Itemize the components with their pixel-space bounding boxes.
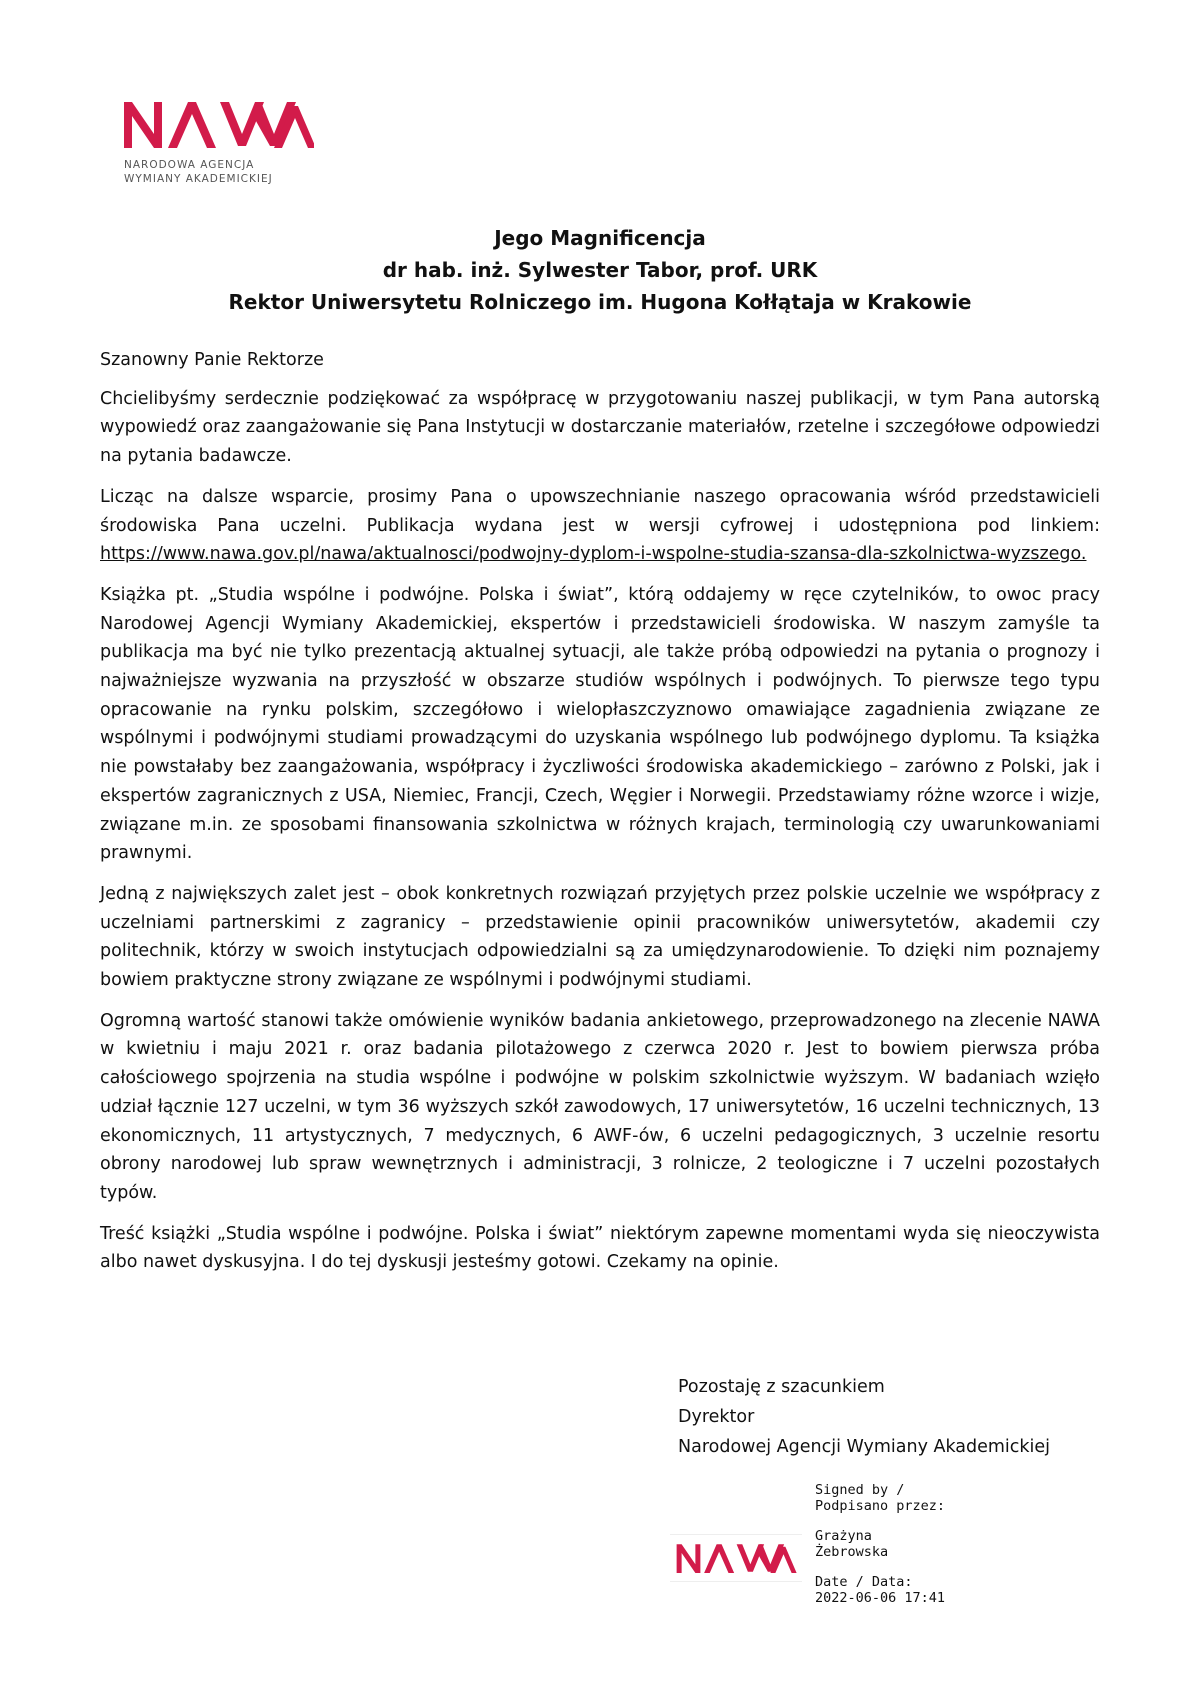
- salutation: Szanowny Panie Rektorze: [100, 350, 324, 370]
- closing-organization: Narodowej Agencji Wymiany Akademickiej: [678, 1437, 1051, 1457]
- org-name-line2: WYMIANY AKADEMICKIEJ: [124, 173, 273, 185]
- publication-link[interactable]: https://www.nawa.gov.pl/nawa/aktualnosci/podwojny-dyplom-i-wspolne-studia-szansa-dla-szkolnictwa-wyzszego.: [100, 544, 1087, 565]
- paragraph-1: Chcielibyśmy serdecznie podziękować za współpracę w przygotowaniu naszej publikacji, w tym Pana autorską wypowiedź oraz zaangażowanie się Pana Instytucji w dostarczanie materiałów, rzetelne i szczegółowe odpowiedzi na pytania badawcze.: [100, 388, 1100, 467]
- paragraph-5: Ogromną wartość stanowi także omówienie wyników badania ankietowego, przeprowadzonego na zlecenie NAWA w kwietniu i maju 2021 r. oraz badania pilotażowego z czerwca 2020 r. Jest to bowiem pierwsza próba całościowego spojrzenia na studia wspólne i podwójne w polskim szkolnictwie wyższym. W badaniach wzięło udział łącznie 127 uczelni, w tym 36 wyższych szkół zawodowych, 17 uniwersytetów, 16 uczelni technicznych, 13 ekonomicznych, 11 artystycznych, 7 medycznych, 6 AWF-ów, 6 uczelni pedagogicznych, 3 uczelnie resortu obrony narodowej lub spraw wewnętrznych i administracji, 3 rolnicze, 2 teologiczne i 7 uczelni pozostałych typów.: [100, 1010, 1100, 1203]
- signer-first-name: Grażyna: [815, 1528, 872, 1544]
- closing-regards: Pozostaję z szacunkiem: [678, 1377, 885, 1397]
- paragraph-3: Książka pt. „Studia wspólne i podwójne. Polska i świat”, którą oddajemy w ręce czytelników, to owoc pracy Narodowej Agencji Wymiany Akademickiej, ekspertów i przedstawicieli środowiska. W naszym zamyśle ta publikacja ma być nie tylko prezentacją aktualnej sytuacji, ale także próbą odpowiedzi na pytania o prognozy i najważniejsze wyzwania na przyszłość w obszarze studiów wspólnych i podwójnych. To pierwsze tego typu opracowanie na rynku polskim, szczegółowo i wielopłaszczyznowo omawiające zagadnienia związane ze wspólnymi i podwójnymi studiami prowadzącymi do uzyskania wspólnego lub podwójnego dyplomu. Ta książka nie powstałaby bez zaangażowania, współpracy i życzliwości środowiska akademickiego – zarówno z Polski, jak i ekspertów zagranicznych z USA, Niemiec, Francji, Czech, Węgier i Norwegii. Przedstawiamy różne wzorce i wizje, związane m.in. ze sposobami finansowania szkolnictwa w różnych krajach, terminologią czy uwarunkowaniami prawnymi.: [100, 584, 1100, 864]
- recipient-name: dr hab. inż. Sylwester Tabor, prof. URK: [382, 258, 818, 282]
- date-value: 2022-06-06 17:41: [815, 1590, 946, 1606]
- recipient-title: Jego Magnificencja: [494, 226, 706, 250]
- paragraph-6: Treść książki „Studia wspólne i podwójne. Polska i świat” niektórym zapewne momentami wyda się nieoczywista albo nawet dyskusyjna. I do tej dyskusji jesteśmy gotowi. Czekamy na opinie.: [100, 1223, 1100, 1273]
- paragraph-2: [100, 483, 1100, 569]
- letter-body: [100, 346, 1100, 1289]
- electronic-signature: [670, 1482, 970, 1622]
- signer-last-name: Żebrowska: [815, 1544, 889, 1560]
- recipient-position: Rektor Uniwersytetu Rolniczego im. Hugona Kołłątaja w Krakowie: [228, 290, 972, 314]
- paragraph-4: Jedną z największych zalet jest – obok konkretnych rozwiązań przyjętych przez polskie uczelnie we współpracy z uczelniami partnerskimi z zagranicy – przedstawienie opinii pracowników uniwersytetów, akademii czy politechnik, którzy w swoich instytucjach odpowiedzialni są za umiędzynarodowienie. To dzięki nim poznajemy bowiem praktyczne strony związane ze wspólnymi i podwójnymi studiami.: [100, 883, 1100, 991]
- closing-block: [678, 1372, 1050, 1462]
- date-label: Date / Data:: [815, 1574, 913, 1590]
- nawa-logo-mark: [124, 100, 314, 148]
- signature-nawa-logo-mark: [674, 1543, 798, 1573]
- closing-role: Dyrektor: [678, 1407, 755, 1427]
- signature-details: [815, 1482, 945, 1606]
- signed-by-label-1: Signed by /: [815, 1482, 905, 1498]
- recipient-block: [100, 222, 1100, 318]
- signed-by-label-2: Podpisano przez:: [815, 1498, 946, 1514]
- nawa-logo: [124, 100, 344, 186]
- paragraph-2-text: Licząc na dalsze wsparcie, prosimy Pana o upowszechnianie naszego opracowania wśród przedstawicieli środowiska Pana uczelni. Publikacja wydana jest w wersji cyfrowej i udostępniona pod linkiem:: [100, 486, 1100, 536]
- org-name-line1: NARODOWA AGENCJA: [124, 159, 255, 171]
- signature-logo: [670, 1534, 802, 1582]
